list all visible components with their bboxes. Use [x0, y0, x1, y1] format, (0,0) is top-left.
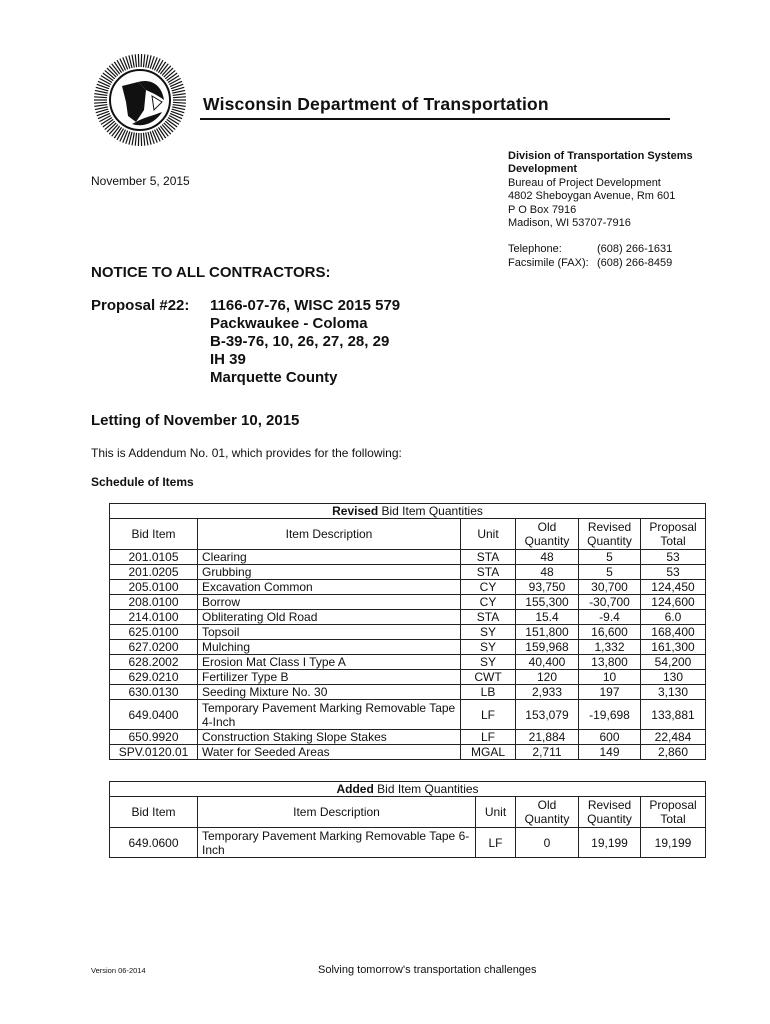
cell-description: Erosion Mat Class I Type A — [198, 655, 461, 670]
fax-number: (608) 266-8459 — [597, 256, 673, 269]
cell-proposal-total: 133,881 — [641, 700, 706, 730]
table-row — [110, 745, 706, 760]
fax-label: Facsimile (FAX): — [508, 256, 589, 269]
addendum-intro: This is Addendum No. 01, which provides for the following: — [91, 446, 402, 460]
cell-proposal-total: 53 — [641, 550, 706, 565]
cell-revised-quantity: 16,600 — [579, 625, 641, 640]
col-header-proposal-total — [641, 519, 706, 550]
proposal-block — [91, 297, 400, 387]
table-row — [110, 670, 706, 685]
cell-unit: LF — [476, 828, 516, 858]
col-header-bid-item: Bid Item — [110, 797, 198, 828]
cell-revised-quantity: 19,199 — [579, 828, 641, 858]
header-line: Revised — [587, 798, 632, 812]
cell-description: Obliterating Old Road — [198, 610, 461, 625]
cell-description: Temporary Pavement Marking Removable Tape 4-Inch — [198, 700, 461, 730]
cell-old-quantity: 48 — [516, 550, 579, 565]
cell-proposal-total: 2,860 — [641, 745, 706, 760]
cell-old-quantity: 0 — [516, 828, 579, 858]
division-name-line1: Division of Transportation Systems — [508, 150, 693, 162]
table-row — [110, 730, 706, 745]
cell-bid-item: 649.0600 — [110, 828, 198, 858]
cell-revised-quantity: 30,700 — [579, 580, 641, 595]
table-row — [110, 685, 706, 700]
table-row — [110, 700, 706, 730]
cell-revised-quantity: 600 — [579, 730, 641, 745]
bureau-name: Bureau of Project Development — [508, 176, 661, 189]
header-line: Quantity — [587, 812, 632, 826]
cell-unit: SY — [461, 640, 516, 655]
header-line: Quantity — [524, 812, 570, 826]
cell-old-quantity: 93,750 — [516, 580, 579, 595]
cell-unit: STA — [461, 565, 516, 580]
cell-proposal-total: 130 — [641, 670, 706, 685]
cell-unit: CY — [461, 580, 516, 595]
cell-unit: LB — [461, 685, 516, 700]
telephone-number: (608) 266-1631 — [597, 243, 673, 256]
cell-bid-item: 628.2002 — [110, 655, 198, 670]
proposal-line: Marquette County — [210, 369, 338, 386]
proposal-line: Packwaukee - Coloma — [210, 315, 368, 332]
cell-old-quantity: 48 — [516, 565, 579, 580]
cell-description: Borrow — [198, 595, 461, 610]
col-header-revised-quantity — [579, 519, 641, 550]
header-rule — [200, 118, 670, 120]
col-header-proposal-total — [641, 797, 706, 828]
caption-bold: Revised — [332, 504, 379, 518]
col-header-description: Item Description — [198, 797, 476, 828]
cell-proposal-total: 19,199 — [641, 828, 706, 858]
version-label: Version 06-2014 — [91, 966, 146, 975]
caption-bold: Added — [336, 782, 374, 796]
header-line: Total — [660, 812, 686, 826]
table-row — [110, 565, 706, 580]
cell-revised-quantity: 10 — [579, 670, 641, 685]
notice-heading: NOTICE TO ALL CONTRACTORS: — [91, 264, 331, 281]
cell-bid-item: 205.0100 — [110, 580, 198, 595]
cell-proposal-total: 124,450 — [641, 580, 706, 595]
cell-bid-item: 649.0400 — [110, 700, 198, 730]
header-line: Quantity — [524, 534, 570, 548]
division-name-line2: Development — [508, 163, 578, 176]
cell-revised-quantity: 5 — [579, 565, 641, 580]
cell-bid-item: SPV.0120.01 — [110, 745, 198, 760]
table-row — [110, 828, 706, 858]
cell-unit: STA — [461, 550, 516, 565]
cell-description: Grubbing — [198, 565, 461, 580]
cell-revised-quantity: 13,800 — [579, 655, 641, 670]
cell-description: Excavation Common — [198, 580, 461, 595]
table-caption — [110, 782, 706, 797]
cell-revised-quantity: -9.4 — [579, 610, 641, 625]
letting-heading: Letting of November 10, 2015 — [91, 412, 300, 429]
cell-proposal-total: 3,130 — [641, 685, 706, 700]
cell-proposal-total: 54,200 — [641, 655, 706, 670]
col-header-description: Item Description — [198, 519, 461, 550]
cell-proposal-total: 161,300 — [641, 640, 706, 655]
table-row — [110, 625, 706, 640]
col-header-old-quantity — [516, 797, 579, 828]
cell-old-quantity: 40,400 — [516, 655, 579, 670]
header-line: Proposal — [649, 520, 697, 534]
cell-old-quantity: 2,933 — [516, 685, 579, 700]
cell-revised-quantity: 197 — [579, 685, 641, 700]
table-header-row — [110, 519, 706, 550]
revised-items-table — [109, 503, 706, 760]
cell-old-quantity: 155,300 — [516, 595, 579, 610]
table-row — [110, 640, 706, 655]
schedule-heading: Schedule of Items — [91, 475, 194, 489]
header-line: Revised — [587, 520, 632, 534]
division-contact-block — [508, 150, 748, 270]
cell-revised-quantity: -19,698 — [579, 700, 641, 730]
header-line: Total — [660, 534, 686, 548]
cell-old-quantity: 120 — [516, 670, 579, 685]
cell-old-quantity: 153,079 — [516, 700, 579, 730]
agency-name: Wisconsin Department of Transportation — [203, 94, 549, 114]
cell-description: Fertilizer Type B — [198, 670, 461, 685]
header-line: Old — [537, 520, 557, 534]
address-line3: Madison, WI 53707-7916 — [508, 217, 631, 230]
header-line: Old — [537, 798, 557, 812]
proposal-details — [210, 297, 400, 387]
letter-date: November 5, 2015 — [91, 174, 190, 188]
col-header-unit: Unit — [476, 797, 516, 828]
cell-proposal-total: 22,484 — [641, 730, 706, 745]
table-row — [110, 610, 706, 625]
caption-rest: Bid Item Quantities — [373, 782, 479, 796]
table-caption — [110, 504, 706, 519]
col-header-bid-item: Bid Item — [110, 519, 198, 550]
header-line: Proposal — [649, 798, 697, 812]
proposal-line: B-39-76, 10, 26, 27, 28, 29 — [210, 333, 390, 350]
cell-proposal-total: 168,400 — [641, 625, 706, 640]
cell-unit: LF — [461, 700, 516, 730]
telephone-label: Telephone: — [508, 243, 562, 256]
cell-unit: CY — [461, 595, 516, 610]
cell-revised-quantity: 149 — [579, 745, 641, 760]
cell-revised-quantity: 5 — [579, 550, 641, 565]
footer-tagline: Solving tomorrow's transportation challenges — [318, 964, 537, 976]
cell-unit: SY — [461, 655, 516, 670]
cell-old-quantity: 159,968 — [516, 640, 579, 655]
cell-bid-item: 625.0100 — [110, 625, 198, 640]
cell-bid-item: 627.0200 — [110, 640, 198, 655]
cell-bid-item: 214.0100 — [110, 610, 198, 625]
table-row — [110, 595, 706, 610]
header-line: Quantity — [587, 534, 632, 548]
cell-description: Clearing — [198, 550, 461, 565]
cell-unit: STA — [461, 610, 516, 625]
cell-proposal-total: 6.0 — [641, 610, 706, 625]
cell-bid-item: 630.0130 — [110, 685, 198, 700]
cell-bid-item: 201.0205 — [110, 565, 198, 580]
cell-old-quantity: 21,884 — [516, 730, 579, 745]
cell-description: Water for Seeded Areas — [198, 745, 461, 760]
cell-description: Temporary Pavement Marking Removable Tape 6-Inch — [198, 828, 476, 858]
cell-description: Construction Staking Slope Stakes — [198, 730, 461, 745]
col-header-old-quantity — [516, 519, 579, 550]
table-header-row — [110, 797, 706, 828]
caption-rest: Bid Item Quantities — [378, 504, 483, 518]
fax-row — [508, 257, 748, 270]
cell-bid-item: 208.0100 — [110, 595, 198, 610]
cell-bid-item: 629.0210 — [110, 670, 198, 685]
cell-unit: SY — [461, 625, 516, 640]
cell-description: Seeding Mixture No. 30 — [198, 685, 461, 700]
col-header-unit: Unit — [461, 519, 516, 550]
cell-old-quantity: 151,800 — [516, 625, 579, 640]
wisdot-seal-icon — [92, 52, 188, 148]
cell-revised-quantity: 1,332 — [579, 640, 641, 655]
cell-description: Mulching — [198, 640, 461, 655]
proposal-line: 1166-07-76, WISC 2015 579 — [210, 297, 401, 314]
cell-unit: LF — [461, 730, 516, 745]
cell-unit: MGAL — [461, 745, 516, 760]
added-items-table — [109, 781, 706, 858]
cell-old-quantity: 15.4 — [516, 610, 579, 625]
cell-description: Topsoil — [198, 625, 461, 640]
cell-bid-item: 650.9920 — [110, 730, 198, 745]
proposal-label: Proposal #22: — [91, 297, 190, 314]
table-row — [110, 550, 706, 565]
address-line1: 4802 Sheboygan Avenue, Rm 601 — [508, 190, 676, 203]
address-line2: P O Box 7916 — [508, 203, 577, 216]
col-header-revised-quantity — [579, 797, 641, 828]
table-row — [110, 655, 706, 670]
proposal-line: IH 39 — [210, 351, 246, 368]
cell-revised-quantity: -30,700 — [579, 595, 641, 610]
cell-unit: CWT — [461, 670, 516, 685]
cell-old-quantity: 2,711 — [516, 745, 579, 760]
telephone-row — [508, 243, 748, 256]
cell-proposal-total: 124,600 — [641, 595, 706, 610]
table-row — [110, 580, 706, 595]
cell-proposal-total: 53 — [641, 565, 706, 580]
cell-bid-item: 201.0105 — [110, 550, 198, 565]
